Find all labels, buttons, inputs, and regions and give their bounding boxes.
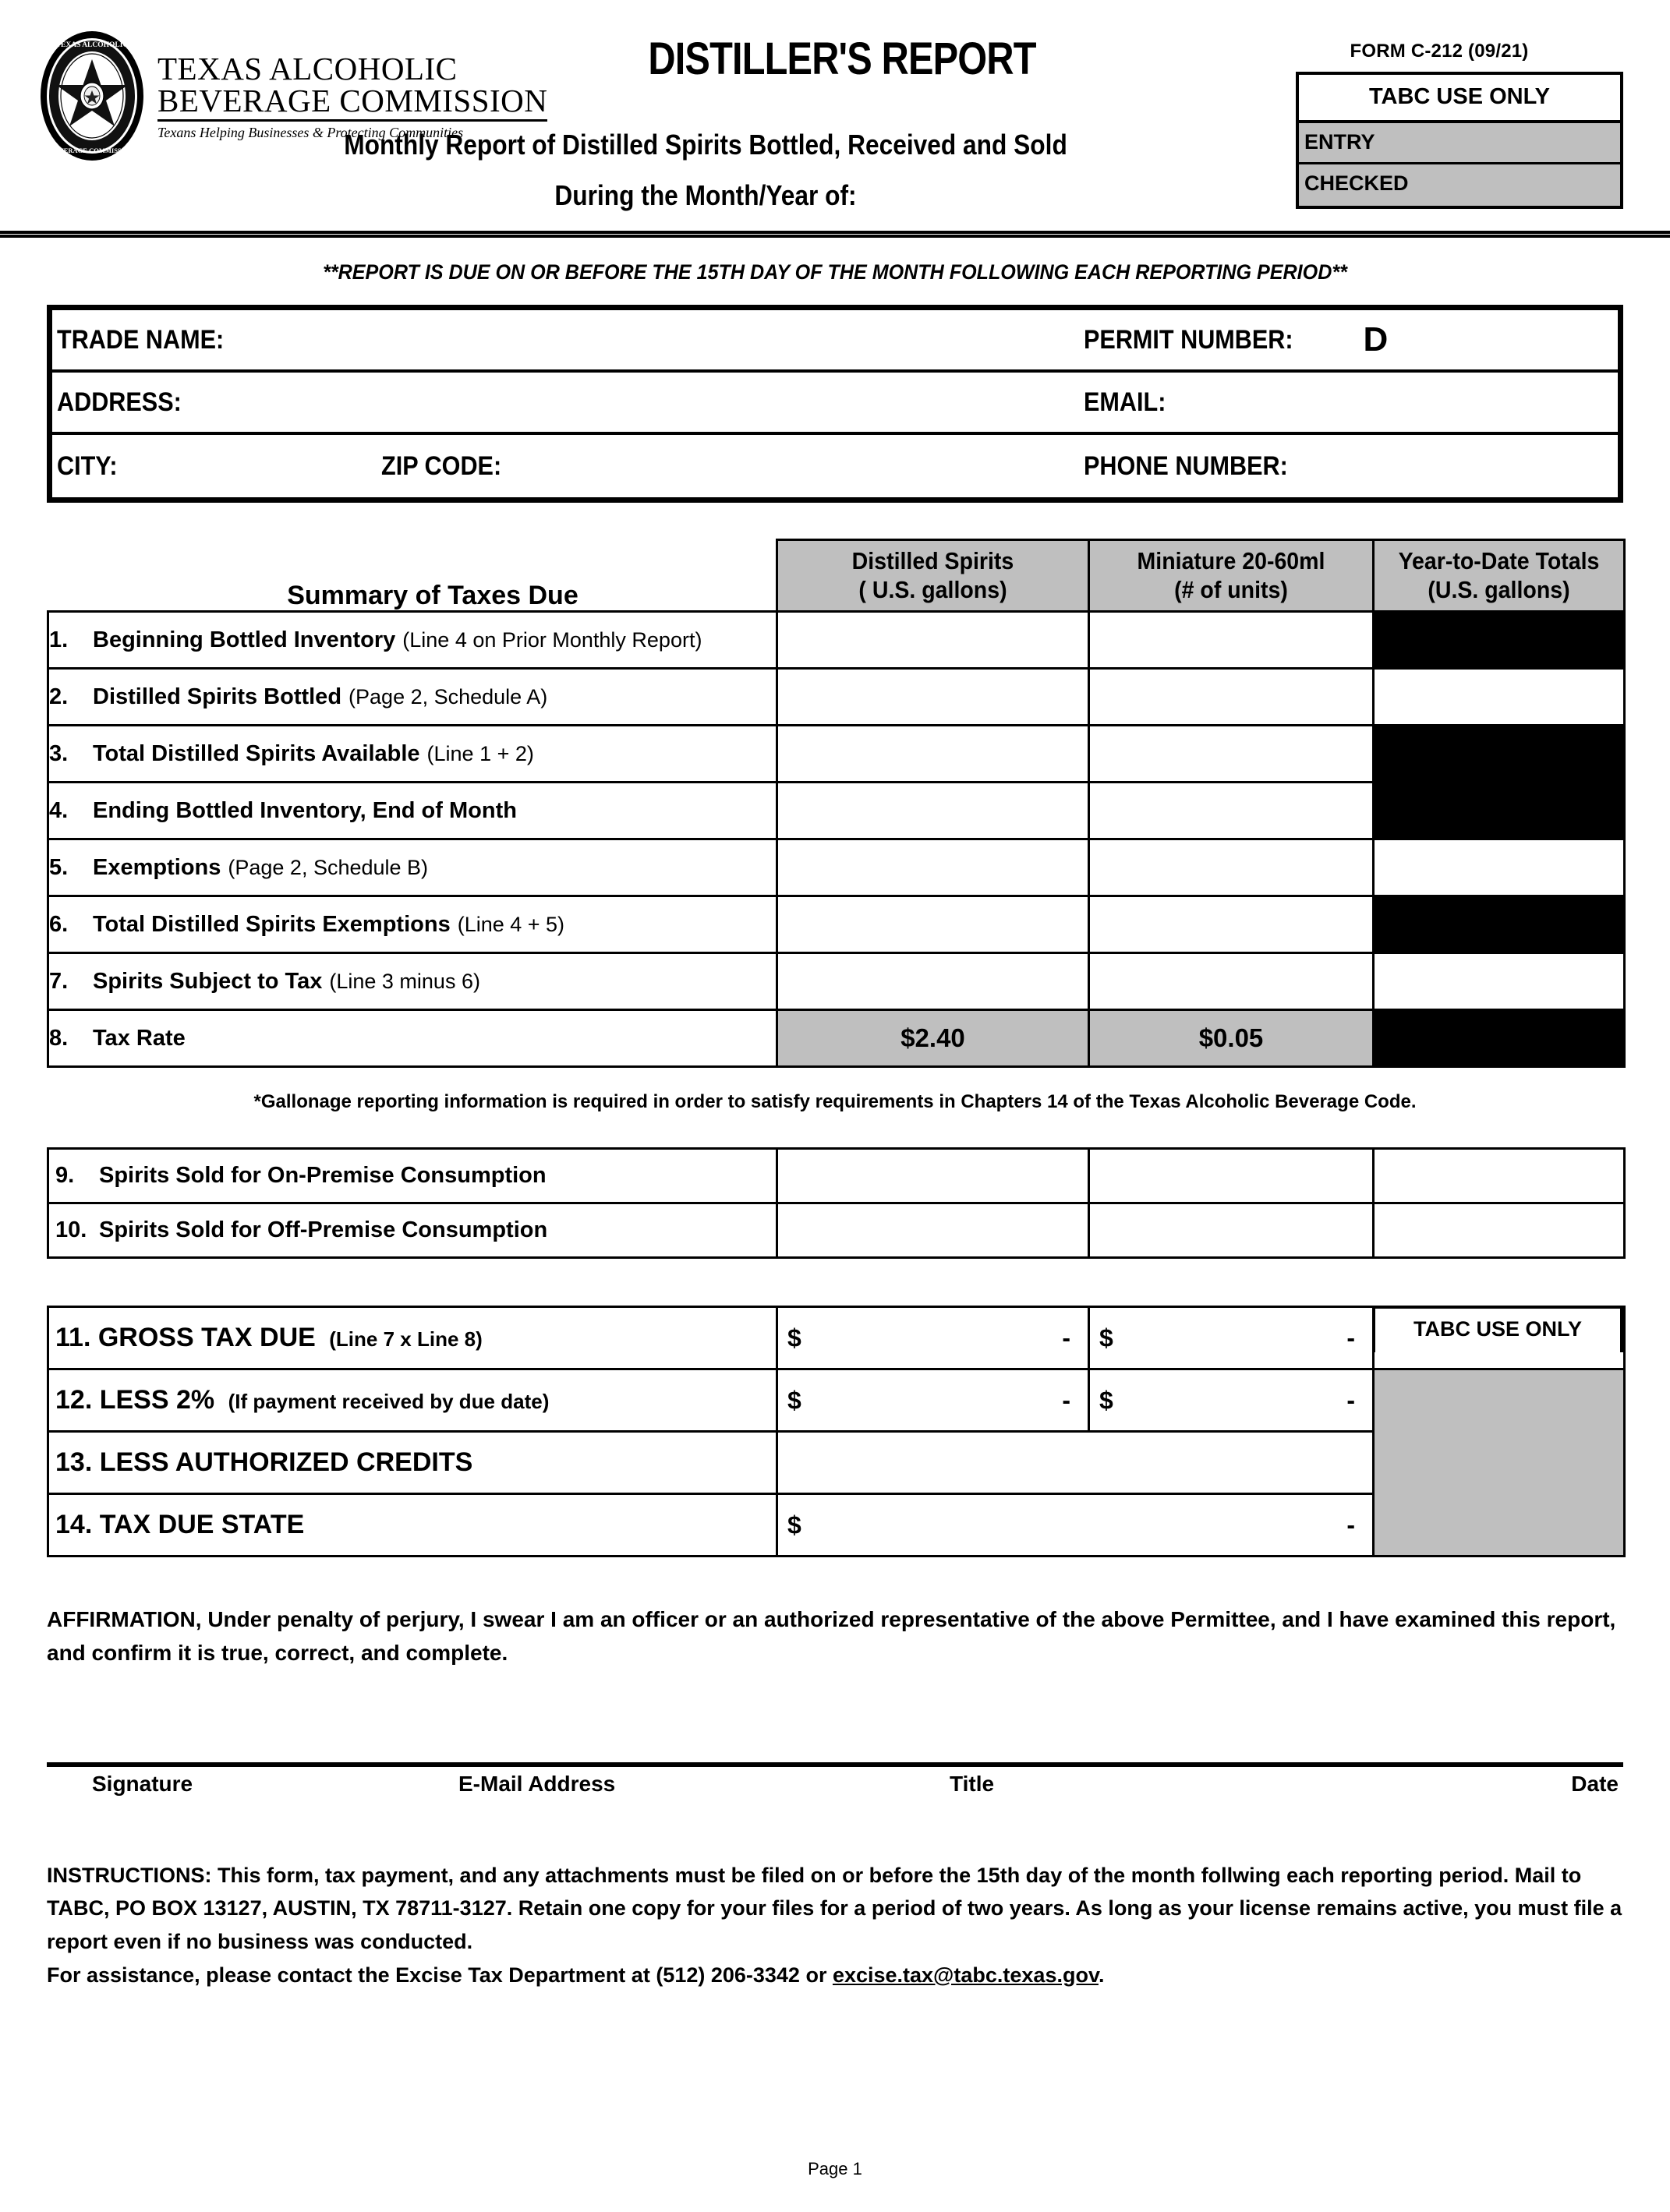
line-title: Distilled Spirits Bottled [93,684,342,709]
page-title: DISTILLER'S REPORT [648,34,1036,84]
consumption-line-9-label [48,1149,777,1203]
signature-email-label: E-Mail Address [458,1771,616,1796]
consumption-line-9-mini-input[interactable] [1089,1149,1374,1203]
table-row [48,612,1625,669]
tax-line-13-label [48,1432,777,1494]
line-title: Total Distilled Spirits Exemptions [93,911,451,937]
currency-symbol: $ [787,1386,801,1414]
summary-line-4-ds-input[interactable] [777,783,1089,839]
line-note: (Page 2, Schedule A) [349,684,548,708]
tax-line-12-ds-input[interactable] [777,1369,1089,1432]
summary-line-2-label [48,669,777,726]
tabc-use-only-box [1296,72,1623,209]
summary-line-3-ytd-blocked [1374,726,1625,783]
svg-text:TEXAS ALCOHOLIC: TEXAS ALCOHOLIC [55,41,129,49]
line-title: Total Distilled Spirits Available [93,740,420,766]
agency-tagline: Texans Helping Businesses & Protecting Communities [157,124,464,140]
line-title: TAX DUE STATE [99,1510,305,1539]
tax-line-12-label [48,1369,777,1432]
signature-block [47,1762,1623,1817]
summary-line-7-mini-input[interactable] [1089,953,1374,1010]
table-row [48,669,1625,726]
signature-rule [47,1762,1623,1767]
summary-line-7-label [48,953,777,1010]
agency-name-line1: TEXAS ALCOHOLIC [157,50,458,87]
summary-line-8-label [48,1010,777,1067]
instructions-paragraph-1: INSTRUCTIONS: This form, tax payment, and any attachments must be filed on or before the 15th day of the month follwing each reporting period. Mail to TABC, PO BOX 13127, AUSTIN, TX 78711-3127. Retain one copy for your files for a period of two years. As long as your license remains active, you must file a report even if no business was conducted. [47,1863,1622,1954]
table-row [48,1203,1625,1258]
summary-line-3-ds-input[interactable] [777,726,1089,783]
line-note: (Line 4 on Prior Monthly Report) [402,627,702,652]
line-title: Spirits Sold for On-Premise Consumption [99,1163,547,1188]
report-subtitle-1: Monthly Report of Distilled Spirits Bottled, Received and Sold [344,129,1067,161]
line-note: (Line 3 minus 6) [329,969,480,993]
line-number: 12. [55,1385,93,1415]
col-ds-line2: ( U.S. gallons) [858,575,1007,603]
affirmation-text: AFFIRMATION, Under penalty of perjury, I swear I am an officer or an authorized representative of the above Permittee, and I have examined this report, and confirm it is true, correct, and complete. [47,1607,1616,1666]
col-ytd-line2: (U.S. gallons) [1428,575,1570,603]
line-title: Ending Bottled Inventory, End of Month [93,797,517,823]
tax-line-14-label [48,1494,777,1557]
summary-table [47,539,1626,1068]
excise-tax-email-link[interactable]: excise.tax@tabc.texas.gov [832,1963,1099,1987]
tax-tabc-use-only-heading: TABC USE ONLY [1413,1317,1583,1341]
tax-tabc-reserved-area [1374,1369,1625,1557]
permittee-row-city [52,435,1618,497]
page-number: Page 1 [808,2159,862,2178]
instructions-block [47,1859,1623,1992]
table-row [48,839,1625,896]
col-mini-line1: Miniature 20-60ml [1137,546,1325,574]
permit-number-label: PERMIT NUMBER: [1084,324,1293,355]
line-note: (Line 1 + 2) [426,741,534,765]
line-number: 6. [49,911,69,937]
address-label: ADDRESS: [57,387,182,417]
line-title: Beginning Bottled Inventory [93,627,396,652]
signature-label: Signature [92,1771,193,1796]
instructions-paragraph-2 [47,1959,1623,1992]
line-number: 10. [55,1217,87,1242]
currency-symbol: $ [1099,1323,1113,1352]
col-ds-line1: Distilled Spirits [851,546,1014,574]
form-number: FORM C-212 (09/21) [1350,41,1529,62]
currency-symbol: $ [1099,1386,1113,1414]
currency-symbol: $ [787,1323,801,1352]
signature-title-label: Title [950,1771,995,1796]
tax-rate-miniature: $0.05 [1089,1010,1374,1067]
table-row [48,896,1625,953]
col-ytd-line1: Year-to-Date Totals [1398,546,1600,574]
column-header-ytd [1374,540,1625,612]
permittee-info-box [47,305,1623,503]
line-number: 14. [55,1510,93,1539]
signature-date-label: Date [1571,1771,1619,1796]
summary-line-6-ytd-blocked [1374,896,1625,953]
summary-line-6-ds-input[interactable] [777,896,1089,953]
line-title: GROSS TAX DUE [97,1323,316,1352]
summary-line-7-ds-input[interactable] [777,953,1089,1010]
tabc-use-only-heading: TABC USE ONLY [1299,75,1620,123]
email-label: EMAIL: [1084,387,1166,417]
assistance-text-end: . [1098,1963,1105,1987]
gallonage-footnote: *Gallonage reporting information is required in order to satisfy requirements in Chapters 14 of the Texas Alcoholic Beverage Code. [253,1091,1417,1112]
summary-line-4-ytd-blocked [1374,783,1625,839]
header-divider [0,231,1670,238]
tabc-checked-field[interactable]: CHECKED [1299,164,1620,206]
line-title: Spirits Subject to Tax [93,968,323,994]
consumption-line-9-ds-input[interactable] [777,1149,1089,1203]
consumption-line-10-ytd-input[interactable] [1374,1203,1625,1258]
summary-line-4-label [48,783,777,839]
tax-tabc-use-only-box [1372,1306,1623,1352]
decimal-mark: - [1346,1386,1355,1414]
consumption-table [47,1147,1626,1259]
summary-line-4-mini-input[interactable] [1089,783,1374,839]
tax-line-11-mini-input[interactable] [1089,1307,1374,1369]
summary-title: Summary of Taxes Due [287,581,578,610]
tax-line-13-input[interactable] [777,1432,1374,1494]
currency-symbol: $ [787,1511,801,1539]
column-header-distilled-spirits [777,540,1089,612]
line-number: 9. [55,1163,75,1188]
line-number: 13. [55,1447,93,1477]
table-row [48,783,1625,839]
line-number: 8. [49,1025,69,1051]
table-row [48,953,1625,1010]
permit-prefix: D [1363,320,1389,359]
decimal-mark: - [1346,1323,1355,1352]
agency-name-line2: BEVERAGE COMMISSION [157,85,547,122]
decimal-mark: - [1062,1323,1070,1352]
line-note: (Line 4 + 5) [457,912,565,936]
line-number: 7. [49,968,69,994]
line-title: LESS 2% [99,1385,215,1415]
line-note: (Line 7 x Line 8) [329,1327,483,1351]
col-mini-line2: (# of units) [1174,575,1288,603]
summary-line-8-ytd-blocked [1374,1010,1625,1067]
consumption-line-9-ytd-input[interactable] [1374,1149,1625,1203]
zip-code-label: ZIP CODE: [381,451,502,481]
line-number: 2. [49,684,69,709]
line-title: Exemptions [93,854,221,880]
tax-line-12-mini-input[interactable] [1089,1369,1374,1432]
summary-line-1-ds-input[interactable] [777,612,1089,669]
tabc-entry-field[interactable]: ENTRY [1299,123,1620,164]
line-number: 3. [49,740,69,766]
table-row [48,1149,1625,1203]
summary-line-5-ytd-input[interactable] [1374,839,1625,896]
tax-line-11-ds-input[interactable] [777,1307,1089,1369]
summary-of-taxes-section [47,539,1623,1068]
consumption-line-10-label [48,1203,777,1258]
due-date-notice: **REPORT IS DUE ON OR BEFORE THE 15TH DAY OF THE MONTH FOLLOWING EACH REPORTING PERIOD** [323,260,1347,284]
table-row [48,1369,1625,1432]
summary-line-7-ytd-input[interactable] [1374,953,1625,1010]
trade-name-label: TRADE NAME: [57,324,225,355]
summary-line-2-ytd-input[interactable] [1374,669,1625,726]
table-row [48,1010,1625,1067]
line-number: 5. [49,854,69,880]
svg-text:BEVERAGE COMMISSION: BEVERAGE COMMISSION [50,147,134,154]
summary-line-3-mini-input[interactable] [1089,726,1374,783]
consumption-line-10-ds-input[interactable] [777,1203,1089,1258]
summary-line-2-ds-input[interactable] [777,669,1089,726]
tax-line-11-label [48,1307,777,1369]
line-number: 4. [49,797,69,823]
summary-line-6-mini-input[interactable] [1089,896,1374,953]
tax-due-section [47,1306,1623,1557]
summary-line-1-label [48,612,777,669]
summary-line-5-ds-input[interactable] [777,839,1089,896]
decimal-mark: - [1346,1511,1355,1539]
form-header [47,0,1623,242]
line-number: 1. [49,627,69,652]
line-number: 11. [55,1323,91,1352]
table-row [48,726,1625,783]
tax-line-14-input[interactable] [777,1494,1374,1557]
line-title: Spirits Sold for Off-Premise Consumption [99,1217,548,1242]
summary-line-5-mini-input[interactable] [1089,839,1374,896]
phone-number-label: PHONE NUMBER: [1084,451,1288,481]
line-note: (Page 2, Schedule B) [228,855,429,879]
assistance-text: For assistance, please contact the Excise Tax Department at (512) 206-3342 or [47,1963,833,1987]
city-label: CITY: [57,451,118,481]
column-header-miniature [1089,540,1374,612]
summary-line-2-mini-input[interactable] [1089,669,1374,726]
permittee-row-trade-name [52,310,1618,373]
consumption-line-10-mini-input[interactable] [1089,1203,1374,1258]
summary-line-5-label [48,839,777,896]
line-title: LESS AUTHORIZED CREDITS [99,1447,473,1477]
summary-line-3-label [48,726,777,783]
report-subtitle-2: During the Month/Year of: [554,179,857,211]
summary-line-1-ytd-blocked [1374,612,1625,669]
tabc-seal-icon [39,30,145,162]
tax-rate-distilled-spirits: $2.40 [777,1010,1089,1067]
line-note: (If payment received by due date) [228,1390,550,1413]
decimal-mark: - [1062,1386,1070,1414]
line-title: Tax Rate [93,1025,186,1051]
summary-line-6-label [48,896,777,953]
permittee-row-address [52,373,1618,435]
summary-line-1-mini-input[interactable] [1089,612,1374,669]
